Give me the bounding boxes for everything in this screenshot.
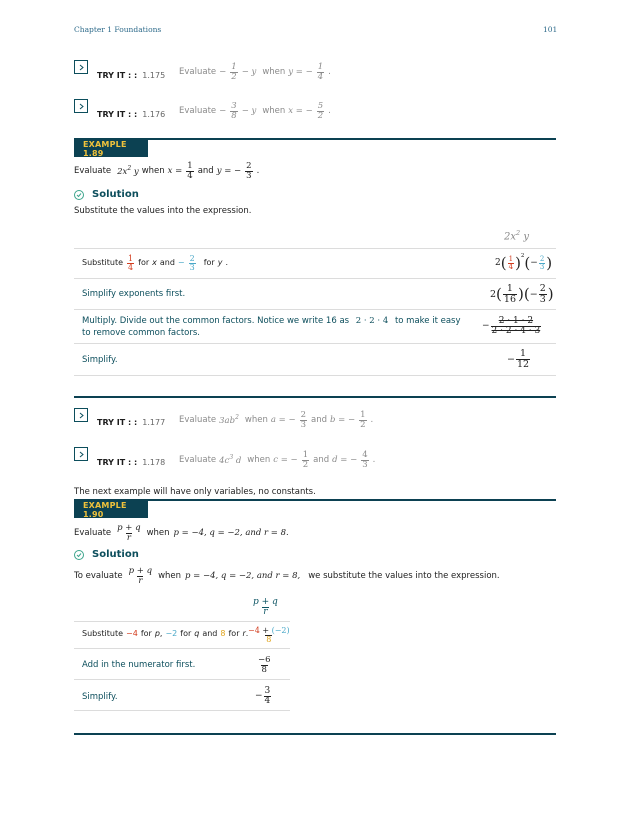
example-rule-bottom	[74, 396, 556, 398]
try-it-label-1178: TRY IT : : 1.178	[97, 458, 166, 467]
try-it-problem-1178: Evaluate $4c^3$ d when c = − $\frac{1}{2}$ and d = − $\frac{4}{3}$ .	[179, 450, 376, 470]
chapter-header: Chapter 1 Foundations	[74, 25, 162, 34]
example-190-problem: Evaluate $\frac{p + q}{r}$ when p = −4, q = −2, and r = 8.	[74, 523, 289, 543]
solution-heading-190: Solution	[74, 549, 139, 560]
step1-math-190: $\frac{-4 + (-2)}{8}$	[248, 625, 290, 644]
example-label-189: EXAMPLE 1.89	[74, 140, 148, 157]
try-it-toggle-1178[interactable]	[74, 447, 88, 461]
step4-math-189: − $\frac{1}{12}$	[507, 348, 530, 370]
chevron-right-icon	[78, 64, 85, 71]
step1-text-190: Substitute −4 for p , −2 for q and 8 for r .	[82, 629, 249, 638]
step2-text-190: Add in the numerator first.	[82, 660, 196, 670]
check-circle-icon	[74, 550, 84, 560]
page-number: 101	[543, 25, 558, 34]
step0-math-190: $\frac{p + q}{r}$	[253, 597, 278, 617]
step0-math-189: $2x^2$ y	[504, 229, 529, 243]
transition-text: The next example will have only variables, no constants.	[74, 487, 316, 497]
try-it-toggle-1177[interactable]	[74, 408, 88, 422]
solution-intro-190: To evaluate $\frac{p + q}{r}$ when p = −4, q = −2, and r = 8, we substitute the values into the expression.	[74, 566, 500, 586]
example-rule-bottom-190	[74, 733, 556, 735]
try-it-problem-1175: Evaluate − $\frac{1}{2}$ − y when y = − $\frac{1}{4}$ .	[179, 62, 331, 82]
step1-math-189: 2 ( $\frac{1}{4}$ ) $^2$ ( − $\frac{2}{3}$ )	[495, 253, 553, 272]
example-189-problem: Evaluate $2x^2$ y when x = $\frac{1}{4}$ and y = − $\frac{2}{3}$ .	[74, 161, 260, 181]
try-it-toggle-1175[interactable]	[74, 60, 88, 74]
step2-math-190: $\frac{-6}{8}$	[258, 655, 271, 675]
example-label-190: EXAMPLE 1.90	[74, 501, 148, 518]
step3-math-189: − $\frac{2 \cdot 1 \cdot 2}{2 \cdot 2 \cdot 4 \cdot 3}$	[482, 315, 541, 336]
try-it-toggle-1176[interactable]	[74, 99, 88, 113]
step1-text-189: Substitute $\frac{1}{4}$ for x and − $\frac{2}{3}$ for y .	[82, 253, 228, 272]
try-it-label-1177: TRY IT : : 1.177	[97, 418, 166, 427]
step2-math-189: 2 ( $\frac{1}{16}$ ) ( − $\frac{2}{3}$ )	[490, 283, 554, 305]
try-it-problem-1177: Evaluate $3ab^2$ when a = − $\frac{2}{3}$ and b = − $\frac{1}{2}$ .	[179, 410, 374, 430]
check-circle-icon	[74, 190, 84, 200]
step3-text-190: Simplify.	[82, 692, 118, 702]
step3-math-190: − $\frac{3}{4}$	[255, 685, 271, 706]
step3-text-189: Multiply. Divide out the common factors. Notice we write 16 as 2 · 2 · 4 to make it easy to remove common factors.	[82, 316, 461, 338]
chevron-right-icon	[78, 451, 85, 458]
try-it-label-1176: TRY IT : : 1.176	[97, 110, 166, 119]
chevron-right-icon	[78, 103, 85, 110]
try-it-problem-1176: Evaluate − $\frac{3}{8}$ − y when x = − $\frac{5}{2}$ .	[179, 101, 331, 121]
step2-text-189: Simplify exponents first.	[82, 289, 186, 299]
step4-text-189: Simplify.	[82, 355, 118, 365]
chevron-right-icon	[78, 412, 85, 419]
try-it-label-1175: TRY IT : : 1.175	[97, 71, 166, 80]
solution-heading-189: Solution	[74, 189, 139, 200]
solution-intro-189: Substitute the values into the expression.	[74, 206, 252, 216]
